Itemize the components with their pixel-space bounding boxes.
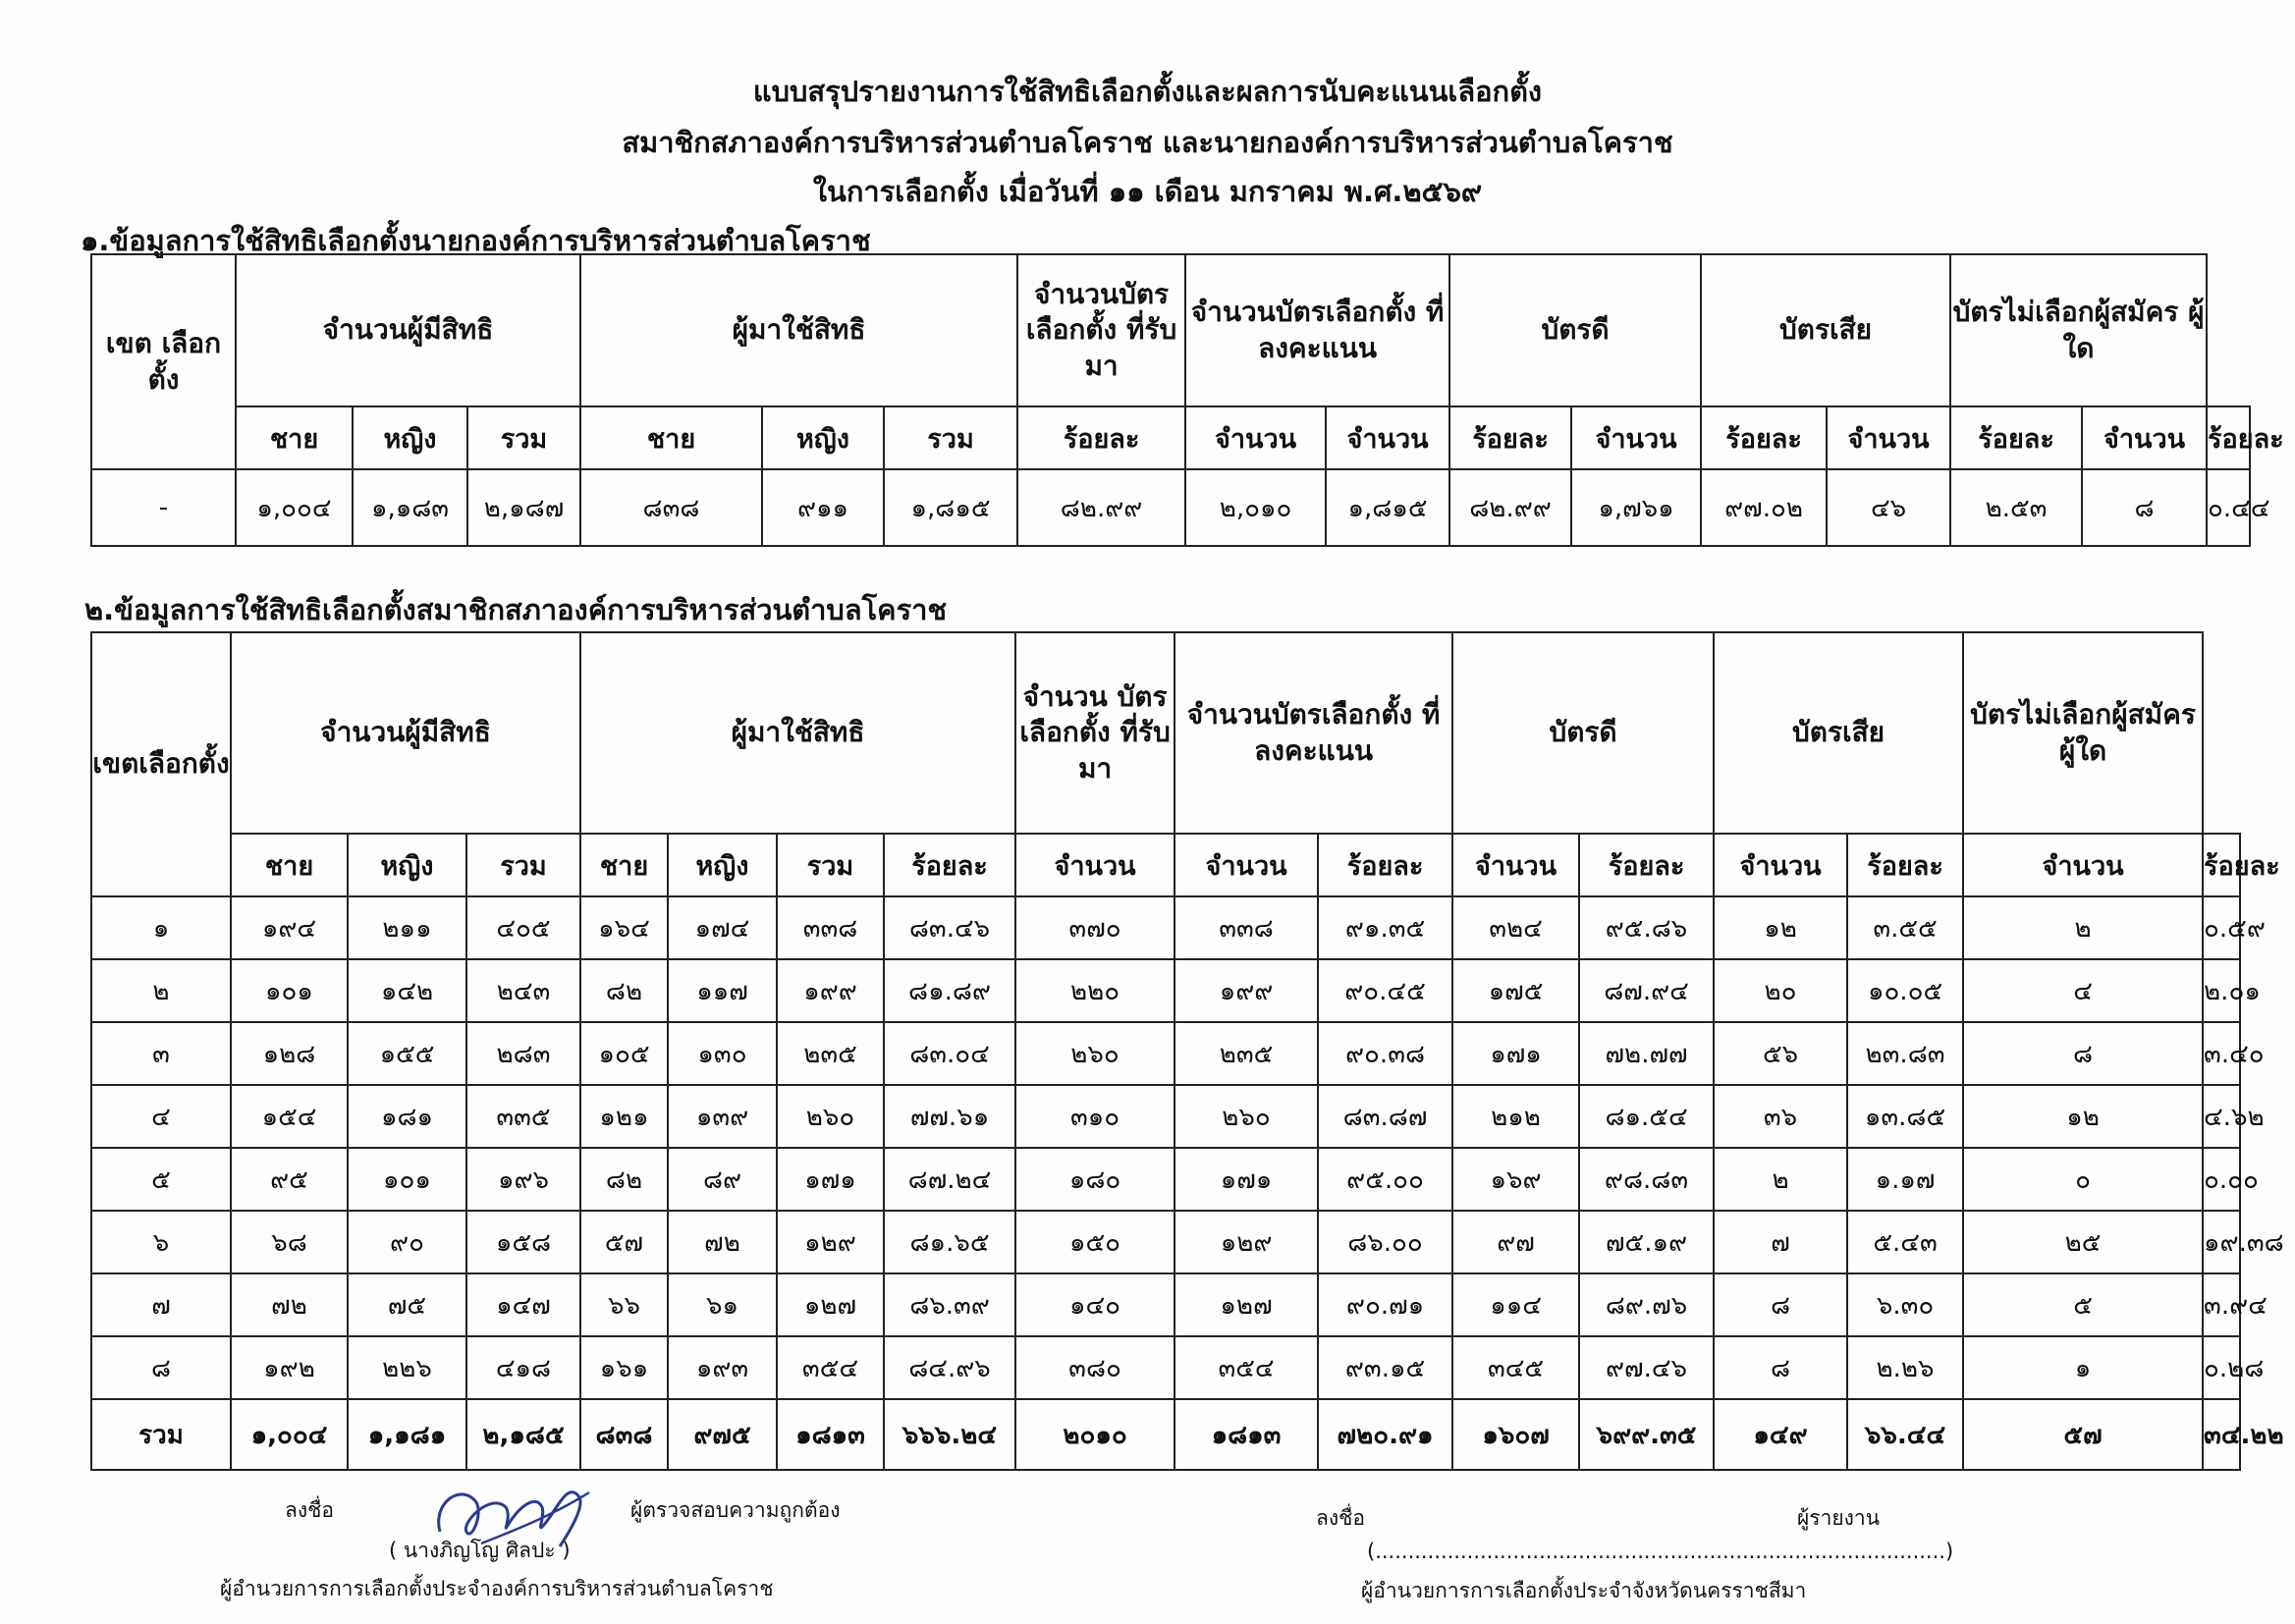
table-cell: ๒๖๐ bbox=[1175, 1085, 1318, 1148]
table-cell: ๓๓๘ bbox=[1175, 896, 1318, 959]
table-cell: ๑๓๐ bbox=[668, 1022, 777, 1085]
s1-header-eligible: จำนวนผู้มีสิทธิ bbox=[236, 254, 580, 406]
table-cell: ๘๑.๘๙ bbox=[884, 959, 1015, 1022]
table-cell: ๑๗๕ bbox=[1452, 959, 1579, 1022]
table-cell: ๘๒.๙๙ bbox=[1017, 469, 1185, 546]
s1-sub-male: ชาย bbox=[236, 406, 353, 469]
section1-title: ๑.ข้อมูลการใช้สิทธิเลือกตั้งนายกองค์การบริหารส่วนตำบลโคราช bbox=[81, 224, 871, 257]
table-cell: ๓.๔๐ bbox=[2203, 1022, 2240, 1085]
s2-header-no-vote: บัตรไม่เลือกผู้สมัคร ผู้ใด bbox=[1963, 632, 2203, 834]
table-cell: ๘ bbox=[1963, 1022, 2203, 1085]
table-cell: ๑๙.๓๘ bbox=[2203, 1211, 2240, 1273]
table-cell: ๑๑๗ bbox=[668, 959, 777, 1022]
table-cell: ๒,๑๘๗ bbox=[467, 469, 580, 546]
s2-header-district: เขตเลือกตั้ง bbox=[91, 632, 231, 896]
s2-header-eligible: จำนวนผู้มีสิทธิ bbox=[231, 632, 580, 834]
table-cell: ๒๒๐ bbox=[1015, 959, 1175, 1022]
table-cell: ๑๙๓ bbox=[668, 1336, 777, 1399]
table-cell: ๒๔๓ bbox=[466, 959, 580, 1022]
table-cell: ๒๖๐ bbox=[777, 1085, 884, 1148]
section1-table bbox=[90, 253, 2284, 547]
s1-sub-voter-pct: ร้อยละ bbox=[1017, 406, 1185, 469]
doc-title-line1: แบบสรุปรายงานการใช้สิทธิเลือกตั้งและผลการนับคะแนนเลือกตั้ง bbox=[752, 75, 1543, 108]
table-cell: ๒๓๕ bbox=[1175, 1022, 1318, 1085]
table-cell: ๑๕๘ bbox=[466, 1211, 580, 1273]
table-cell: ๑,๘๑๕ bbox=[1326, 469, 1449, 546]
s2-sub-good-count: จำนวน bbox=[1452, 834, 1579, 896]
left-position: ผู้อำนวยการการเลือกตั้งประจำองค์การบริหารส่วนตำบลโคราช bbox=[220, 1577, 774, 1600]
s2-header-good: บัตรดี bbox=[1452, 632, 1714, 834]
table-cell: ๙๕ bbox=[231, 1148, 348, 1211]
doc-title-line2: สมาชิกสภาองค์การบริหารส่วนตำบลโคราช และนายกองค์การบริหารส่วนตำบลโคราช bbox=[622, 126, 1673, 159]
table-cell: ๖๖๖.๒๔ bbox=[884, 1399, 1015, 1470]
table-cell: ๘๓๘ bbox=[580, 469, 762, 546]
table-cell: ๘ bbox=[2082, 469, 2207, 546]
s1-sub-spoiled-count: จำนวน bbox=[1827, 406, 1950, 469]
s1-header-ballots-cast: จำนวนบัตรเลือกตั้ง ที่ลงคะแนน bbox=[1185, 254, 1449, 406]
table-cell: ๑๘๑๓ bbox=[1175, 1399, 1318, 1470]
table-cell: ๑๗๔ bbox=[668, 896, 777, 959]
s2-sub-voter-total: รวม bbox=[777, 834, 884, 896]
s1-sub-novote-pct: ร้อยละ bbox=[2207, 406, 2250, 469]
table-cell: ๕.๔๓ bbox=[1847, 1211, 1963, 1273]
s2-header-ballots-cast: จำนวนบัตรเลือกตั้ง ที่ลงคะแนน bbox=[1175, 632, 1452, 834]
table-cell: ๑๘๐ bbox=[1015, 1148, 1175, 1211]
table-cell: ๓๓๕ bbox=[466, 1085, 580, 1148]
table-row bbox=[91, 1022, 2240, 1085]
s2-header-ballots-received: จำนวน บัตร เลือกตั้ง ที่รับมา bbox=[1015, 632, 1175, 834]
table-cell: ๒๐๑๐ bbox=[1015, 1399, 1175, 1470]
table-cell: ๙๐.๓๘ bbox=[1318, 1022, 1452, 1085]
table-cell: ๘๓๘ bbox=[580, 1399, 668, 1470]
table-cell: ๑๗๑ bbox=[1175, 1148, 1318, 1211]
table-cell: ๙๑.๓๕ bbox=[1318, 896, 1452, 959]
table-cell: ๑๔๙ bbox=[1714, 1399, 1847, 1470]
s2-sub-voter-male: ชาย bbox=[580, 834, 668, 896]
table-cell: ๙๑๑ bbox=[762, 469, 884, 546]
s1-row-district: - bbox=[91, 469, 236, 546]
table-cell: ๑,๐๐๔ bbox=[231, 1399, 348, 1470]
table-cell: ๙๓.๑๕ bbox=[1318, 1336, 1452, 1399]
s2-sub-cast-pct: ร้อยละ bbox=[1318, 834, 1452, 896]
table-cell: ๒๕ bbox=[1963, 1211, 2203, 1273]
table-cell: ๑๓.๘๕ bbox=[1847, 1085, 1963, 1148]
table-cell: ๑๔๐ bbox=[1015, 1273, 1175, 1336]
table-cell: ๘๙ bbox=[668, 1148, 777, 1211]
table-cell: ๑๐๑ bbox=[348, 1148, 466, 1211]
table-cell: ๗๒ bbox=[231, 1273, 348, 1336]
table-cell: ๘ bbox=[1714, 1273, 1847, 1336]
s2-sub-male: ชาย bbox=[231, 834, 348, 896]
table-cell: ๑๒๑ bbox=[580, 1085, 668, 1148]
table-cell: ๘๔.๙๖ bbox=[884, 1336, 1015, 1399]
table-cell: ๑๒ bbox=[1963, 1085, 2203, 1148]
table-cell: ๑๗๑ bbox=[777, 1148, 884, 1211]
s1-sub-cast-count: จำนวน bbox=[1326, 406, 1449, 469]
table-cell: ๒๓.๘๓ bbox=[1847, 1022, 1963, 1085]
table-row bbox=[91, 896, 2240, 959]
doc-title-line3: ในการเลือกตั้ง เมื่อวันที่ ๑๑ เดือน มกราคม พ.ศ.๒๕๖๙ bbox=[812, 175, 1483, 208]
table-cell: ๓๕๔ bbox=[1175, 1336, 1318, 1399]
table-cell: ๖๙๙.๓๕ bbox=[1579, 1399, 1714, 1470]
district-cell: ๓ bbox=[91, 1022, 231, 1085]
district-cell: ๗ bbox=[91, 1273, 231, 1336]
table-cell: ๔.๖๒ bbox=[2203, 1085, 2240, 1148]
table-cell: ๕๗ bbox=[1963, 1399, 2203, 1470]
table-cell: ๑๙๙ bbox=[1175, 959, 1318, 1022]
table-cell: ๓๔.๒๒ bbox=[2203, 1399, 2240, 1470]
district-cell: รวม bbox=[91, 1399, 231, 1470]
table-cell: ๓๘๐ bbox=[1015, 1336, 1175, 1399]
s1-sub-voter-female: หญิง bbox=[762, 406, 884, 469]
table-cell: ๒๐ bbox=[1714, 959, 1847, 1022]
table-cell: ๗๕.๑๙ bbox=[1579, 1211, 1714, 1273]
table-cell: ๐.๔๔ bbox=[2207, 469, 2250, 546]
table-cell: ๑๙๒ bbox=[231, 1336, 348, 1399]
table-cell: ๙๕.๐๐ bbox=[1318, 1148, 1452, 1211]
s1-header-district: เขต เลือกตั้ง bbox=[91, 254, 236, 469]
table-cell: ๒๘๓ bbox=[466, 1022, 580, 1085]
s2-sub-good-pct: ร้อยละ bbox=[1579, 834, 1714, 896]
table-cell: ๑๖๐๗ bbox=[1452, 1399, 1579, 1470]
table-row bbox=[91, 1273, 2240, 1336]
table-cell: ๑๑๔ bbox=[1452, 1273, 1579, 1336]
s1-sub-total: รวม bbox=[467, 406, 580, 469]
s2-sub-spoiled-pct: ร้อยละ bbox=[1847, 834, 1963, 896]
table-cell: ๓๒๔ bbox=[1452, 896, 1579, 959]
table-cell: ๑๘๑๓ bbox=[777, 1399, 884, 1470]
table-cell: ๑๒๙ bbox=[777, 1211, 884, 1273]
table-cell: ๑,๑๘๓ bbox=[353, 469, 467, 546]
table-cell: ๓๕๔ bbox=[777, 1336, 884, 1399]
table-cell: ๓๓๘ bbox=[777, 896, 884, 959]
right-position: ผู้อำนวยการการเลือกตั้งประจำจังหวัดนครราชสีมา bbox=[1361, 1579, 1807, 1602]
table-cell: ๒๖๐ bbox=[1015, 1022, 1175, 1085]
table-cell: ๒.๕๓ bbox=[1950, 469, 2082, 546]
s2-sub-novote-count: จำนวน bbox=[1963, 834, 2203, 896]
s2-header-voters: ผู้มาใช้สิทธิ bbox=[580, 632, 1015, 834]
table-row bbox=[91, 1336, 2240, 1399]
table-cell: ๐.๒๘ bbox=[2203, 1336, 2240, 1399]
section2-table bbox=[90, 631, 2284, 1471]
table-cell: ๒,๑๘๕ bbox=[466, 1399, 580, 1470]
table-cell: ๑ bbox=[1963, 1336, 2203, 1399]
s1-header-no-vote: บัตรไม่เลือกผู้สมัคร ผู้ใด bbox=[1950, 254, 2207, 406]
table-cell: ๙๗๕ bbox=[668, 1399, 777, 1470]
table-cell: ๖๖.๔๔ bbox=[1847, 1399, 1963, 1470]
table-cell: ๑๘๑ bbox=[348, 1085, 466, 1148]
s2-sub-total: รวม bbox=[466, 834, 580, 896]
table-cell: ๑๒ bbox=[1714, 896, 1847, 959]
table-cell: ๘๓.๔๖ bbox=[884, 896, 1015, 959]
table-cell: ๙๗.๔๖ bbox=[1579, 1336, 1714, 1399]
s1-sub-voter-total: รวม bbox=[884, 406, 1017, 469]
table-cell: ๘๓.๘๗ bbox=[1318, 1085, 1452, 1148]
table-cell: ๙๐ bbox=[348, 1211, 466, 1273]
table-cell: ๘๒.๙๙ bbox=[1449, 469, 1571, 546]
s1-sub-good-count: จำนวน bbox=[1571, 406, 1701, 469]
s1-header-voters: ผู้มาใช้สิทธิ bbox=[580, 254, 1017, 406]
table-cell: ๔๐๕ bbox=[466, 896, 580, 959]
s1-sub-female: หญิง bbox=[353, 406, 467, 469]
table-cell: ๑๔๒ bbox=[348, 959, 466, 1022]
table-cell: ๓๖ bbox=[1714, 1085, 1847, 1148]
table-cell: ๑๖๑ bbox=[580, 1336, 668, 1399]
table-cell: ๗ bbox=[1714, 1211, 1847, 1273]
table-cell: ๑,๑๘๑ bbox=[348, 1399, 466, 1470]
table-cell: ๙๐.๗๑ bbox=[1318, 1273, 1452, 1336]
table-cell: ๓๗๐ bbox=[1015, 896, 1175, 959]
table-cell: ๑,๘๑๕ bbox=[884, 469, 1017, 546]
table-cell: ๑๙๙ bbox=[777, 959, 884, 1022]
district-cell: ๕ bbox=[91, 1148, 231, 1211]
s2-header-spoiled: บัตรเสีย bbox=[1714, 632, 1963, 834]
right-role: ผู้รายงาน bbox=[1797, 1506, 1881, 1530]
table-cell: ๘ bbox=[1714, 1336, 1847, 1399]
table-cell: ๓๑๐ bbox=[1015, 1085, 1175, 1148]
table-cell: ๖.๓๐ bbox=[1847, 1273, 1963, 1336]
s1-sub-novote-count: จำนวน bbox=[2082, 406, 2207, 469]
table-cell: ๘๑.๖๕ bbox=[884, 1211, 1015, 1273]
left-sign-label: ลงชื่อ bbox=[285, 1498, 334, 1522]
table-cell: ๑,๗๖๑ bbox=[1571, 469, 1701, 546]
right-sign-label: ลงชื่อ bbox=[1316, 1506, 1365, 1530]
table-cell: ๑๗๑ bbox=[1452, 1022, 1579, 1085]
table-cell: ๒.๒๖ bbox=[1847, 1336, 1963, 1399]
table-cell: ๑๓๙ bbox=[668, 1085, 777, 1148]
table-cell: ๑๖๔ bbox=[580, 896, 668, 959]
table-cell: ๐.๐๐ bbox=[2203, 1148, 2240, 1211]
s2-sub-voter-pct: ร้อยละ bbox=[884, 834, 1015, 896]
table-cell: ๔๑๘ bbox=[466, 1336, 580, 1399]
table-cell: ๙๐.๔๕ bbox=[1318, 959, 1452, 1022]
table-cell: ๒ bbox=[1963, 896, 2203, 959]
table-cell: ๑๒๗ bbox=[777, 1273, 884, 1336]
table-cell: ๑,๐๐๔ bbox=[236, 469, 353, 546]
district-cell: ๘ bbox=[91, 1336, 231, 1399]
s1-header-good: บัตรดี bbox=[1449, 254, 1701, 406]
table-cell: ๐.๕๙ bbox=[2203, 896, 2240, 959]
table-row bbox=[91, 1148, 2240, 1211]
table-cell: ๒๑๒ bbox=[1452, 1085, 1579, 1148]
s2-sub-female: หญิง bbox=[348, 834, 466, 896]
s2-sub-spoiled-count: จำนวน bbox=[1714, 834, 1847, 896]
s2-sub-received-count: จำนวน bbox=[1015, 834, 1175, 896]
s1-sub-good-pct: ร้อยละ bbox=[1701, 406, 1827, 469]
s2-sub-voter-female: หญิง bbox=[668, 834, 777, 896]
table-cell: ๘๖.๓๙ bbox=[884, 1273, 1015, 1336]
table-cell: ๑๐๑ bbox=[231, 959, 348, 1022]
table-cell: ๓๔๕ bbox=[1452, 1336, 1579, 1399]
table-cell: ๘๗.๙๔ bbox=[1579, 959, 1714, 1022]
table-cell: ๗๕ bbox=[348, 1273, 466, 1336]
left-name: ( นางภิญโญ ศิลปะ ) bbox=[389, 1539, 571, 1562]
table-row bbox=[91, 1211, 2240, 1273]
s1-sub-cast-pct: ร้อยละ bbox=[1449, 406, 1571, 469]
s1-sub-received-count: จำนวน bbox=[1185, 406, 1326, 469]
table-cell: ๕๗ bbox=[580, 1211, 668, 1273]
s2-sub-novote-pct: ร้อยละ bbox=[2203, 834, 2240, 896]
table-cell: ๒๑๑ bbox=[348, 896, 466, 959]
table-cell: ๙๗ bbox=[1452, 1211, 1579, 1273]
table-cell: ๓.๙๔ bbox=[2203, 1273, 2240, 1336]
table-cell: ๘๗.๒๔ bbox=[884, 1148, 1015, 1211]
table-cell: ๕๖ bbox=[1714, 1022, 1847, 1085]
table-cell: ๘๓.๐๔ bbox=[884, 1022, 1015, 1085]
table-cell: ๑๒๗ bbox=[1175, 1273, 1318, 1336]
table-cell: ๖๖ bbox=[580, 1273, 668, 1336]
table-cell: ๑๖๙ bbox=[1452, 1148, 1579, 1211]
table-cell: ๐ bbox=[1963, 1148, 2203, 1211]
table-cell: ๙๕.๘๖ bbox=[1579, 896, 1714, 959]
table-cell: ๘๒ bbox=[580, 959, 668, 1022]
s1-header-spoiled: บัตรเสีย bbox=[1701, 254, 1950, 406]
table-cell: ๗๗.๖๑ bbox=[884, 1085, 1015, 1148]
table-cell: ๙๘.๘๓ bbox=[1579, 1148, 1714, 1211]
table-cell: ๔ bbox=[1963, 959, 2203, 1022]
table-row bbox=[91, 959, 2240, 1022]
s1-sub-voter-male: ชาย bbox=[580, 406, 762, 469]
table-cell: ๖๑ bbox=[668, 1273, 777, 1336]
table-cell: ๑๐๕ bbox=[580, 1022, 668, 1085]
table-cell: ๓.๕๕ bbox=[1847, 896, 1963, 959]
district-cell: ๔ bbox=[91, 1085, 231, 1148]
table-cell: ๗๒.๗๗ bbox=[1579, 1022, 1714, 1085]
table-cell: ๑๙๖ bbox=[466, 1148, 580, 1211]
table-cell: ๘๒ bbox=[580, 1148, 668, 1211]
s2-sub-cast-count: จำนวน bbox=[1175, 834, 1318, 896]
district-cell: ๖ bbox=[91, 1211, 231, 1273]
table-cell: ๗๒๐.๙๑ bbox=[1318, 1399, 1452, 1470]
section2-title: ๒.ข้อมูลการใช้สิทธิเลือกตั้งสมาชิกสภาองค์การบริหารส่วนตำบลโคราช bbox=[84, 593, 948, 626]
table-cell: ๑๕๕ bbox=[348, 1022, 466, 1085]
table-cell: ๔๖ bbox=[1827, 469, 1950, 546]
table-cell: ๗๒ bbox=[668, 1211, 777, 1273]
table-cell: ๘๖.๐๐ bbox=[1318, 1211, 1452, 1273]
district-cell: ๒ bbox=[91, 959, 231, 1022]
left-role: ผู้ตรวจสอบความถูกต้อง bbox=[630, 1498, 841, 1522]
table-cell: ๑๐.๐๕ bbox=[1847, 959, 1963, 1022]
table-cell: ๘๑.๕๔ bbox=[1579, 1085, 1714, 1148]
table-cell: ๑๕๔ bbox=[231, 1085, 348, 1148]
table-cell: ๑๔๗ bbox=[466, 1273, 580, 1336]
table-cell: ๑.๑๗ bbox=[1847, 1148, 1963, 1211]
s1-header-ballots-received: จำนวนบัตร เลือกตั้ง ที่รับมา bbox=[1017, 254, 1185, 406]
table-cell: ๑๕๐ bbox=[1015, 1211, 1175, 1273]
table-cell: ๒,๐๑๐ bbox=[1185, 469, 1326, 546]
table-cell: ๕ bbox=[1963, 1273, 2203, 1336]
table-row bbox=[91, 1085, 2240, 1148]
district-cell: ๑ bbox=[91, 896, 231, 959]
s1-sub-spoiled-pct: ร้อยละ bbox=[1950, 406, 2082, 469]
table-cell: ๒.๐๑ bbox=[2203, 959, 2240, 1022]
table-cell: ๑๒๙ bbox=[1175, 1211, 1318, 1273]
total-row bbox=[91, 1399, 2240, 1470]
table-cell: ๒๒๖ bbox=[348, 1336, 466, 1399]
table-cell: ๑๒๘ bbox=[231, 1022, 348, 1085]
table-cell: ๖๘ bbox=[231, 1211, 348, 1273]
table-cell: ๑๙๔ bbox=[231, 896, 348, 959]
table-cell: ๒๓๕ bbox=[777, 1022, 884, 1085]
table-cell: ๒ bbox=[1714, 1148, 1847, 1211]
table-cell: ๙๗.๐๒ bbox=[1701, 469, 1827, 546]
table-cell: ๘๙.๗๖ bbox=[1579, 1273, 1714, 1336]
right-name: (.......................................................................................) bbox=[1367, 1540, 1954, 1563]
